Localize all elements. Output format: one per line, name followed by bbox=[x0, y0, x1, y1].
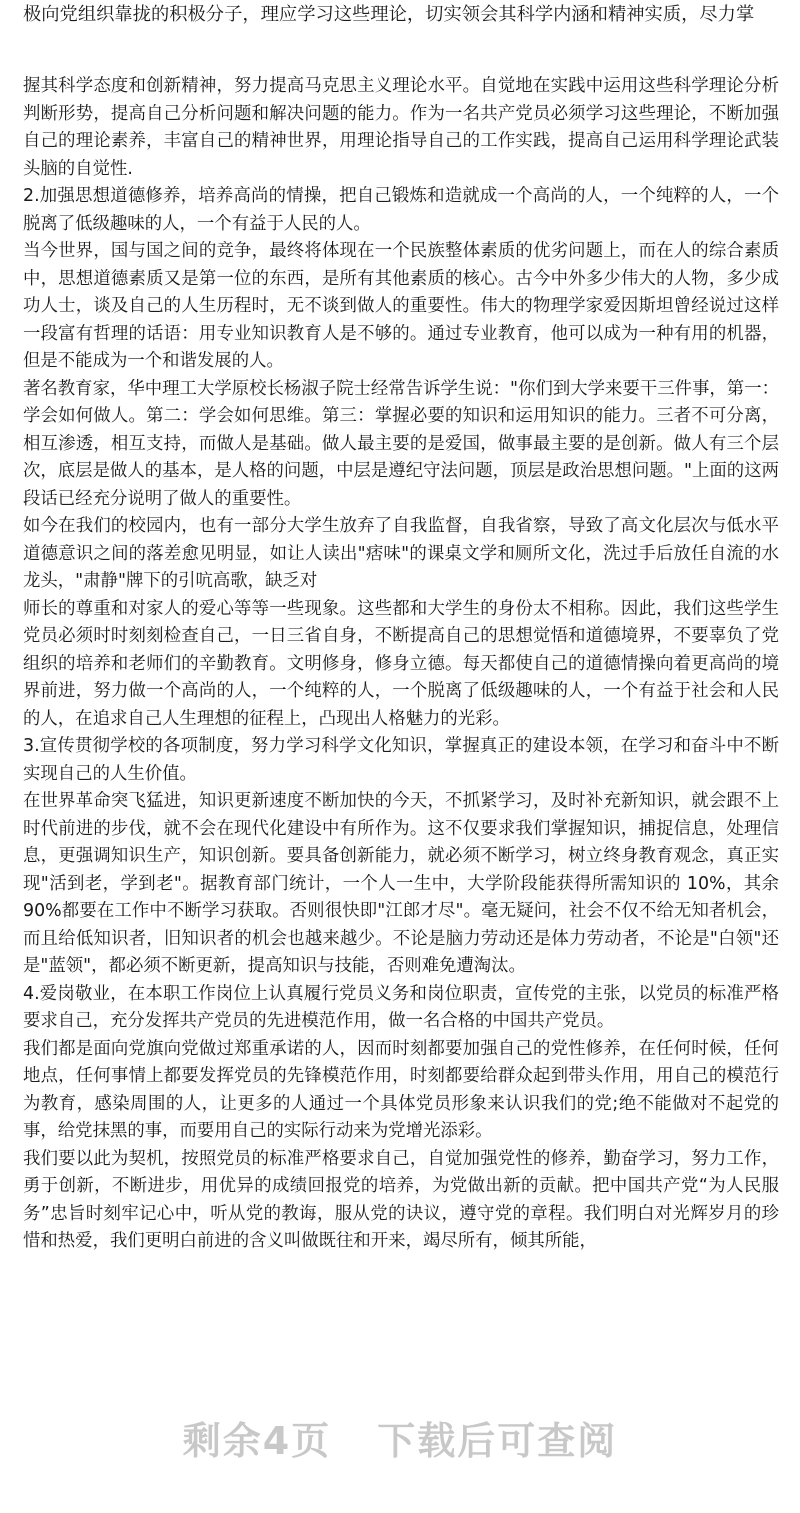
paragraph: 师长的尊重和对家人的爱心等等一些现象。这些都和大学生的身份太不相称。因此，我们这些学生党员必须时时刻刻检查自己，一日三省自身，不断提高自己的思想觉悟和道德境界，不要辜负了党组织的培养和老师们的辛勤教育。文明修身，修身立德。每天都使自己的道德情操向着更高尚的境界前进，努力做一个高尚的人，一个纯粹的人，一个脱离了低级趣味的人，一个有益于社会和人民的人，在追求自己人生理想的征程上，凸现出人格魅力的光彩。 bbox=[23, 598, 779, 729]
paragraph: 著名教育家，华中理工大学原校长杨淑子院士经常告诉学生说："你们到大学来要干三件事，第一：学会如何做人。第二：学会如何思维。第三：掌握必要的知识和运用知识的能力。三者不可分离，相互渗透，相互支持，而做人是基础。做人最主要的是爱国，做事最主要的是创新。做人有三个层次，底层是做人的基本，是人格的问题，中层是遵纪守法问题，顶层是政治思想问题。"上面的这两段话已经充分说明了做人的重要性。 bbox=[23, 378, 779, 509]
paragraph: 在世界革命突飞猛进，知识更新速度不断加快的今天，不抓紧学习，及时补充新知识，就会跟不上时代前进的步伐，就不会在现代化建设中有所作为。这不仅要求我们掌握知识，捕捉信息，处理信息，更强调知识生产，知识创新。要具备创新能力，就必须不断学习，树立终身教育观念，真正实现"活到老，学到老"。据教育部门统计，一个人一生中，大学阶段能获得所需知识的 10%，其余 90%都要在工作中不断学习获取。否则很快即"江郎才尽"。毫无疑问，社会不仅不给无知者机会，而且给低知识者，旧知识者的机会也越来越少。不论是脑力劳动还是体力劳动者，不论是"白领"还是"蓝领"，都必须不断更新，提高知识与技能，否则难免遭淘汰。 bbox=[23, 791, 779, 976]
paragraph: 如今在我们的校园内，也有一部分大学生放弃了自我监督，自我省察，导致了高文化层次与低水平道德意识之间的落差愈见明显，如让人读出"痞味"的课桌文学和厕所文化，洗过手后放任自流的水龙头，"肃静"牌下的引吭高歌，缺乏对 bbox=[23, 516, 779, 591]
paragraph: 3.宣传贯彻学校的各项制度，努力学习科学文化知识，掌握真正的建设本领，在学习和奋斗中不断实现自己的人生价值。 bbox=[23, 736, 779, 784]
document-body bbox=[23, 73, 779, 1256]
remaining-pages-label: 剩余4页 bbox=[182, 1419, 332, 1463]
paragraph: 2.加强思想道德修养，培养高尚的情操，把自己锻炼和造就成一个高尚的人，一个纯粹的人，一个脱离了低级趣味的人，一个有益于人民的人。 bbox=[23, 186, 779, 234]
download-hint-label: 下载后可查阅 bbox=[377, 1419, 618, 1463]
paragraph: 当今世界，国与国之间的竞争，最终将体现在一个民族整体素质的优劣问题上，而在人的综合素质中，思想道德素质又是第一位的东西，是所有其他素质的核心。古今中外多少伟大的人物，多少成功人士，谈及自己的人生历程时，无不谈到做人的重要性。伟大的物理学家爱因斯坦曾经说过这样一段富有哲理的话语：用专业知识教育人是不够的。通过专业教育，他可以成为一种有用的机器，但是不能成为一个和谐发展的人。 bbox=[23, 241, 779, 371]
top-text-line: 极向党组织靠拢的积极分子，理应学习这些理论，切实领会其科学内涵和精神实质，尽力掌 bbox=[23, 4, 755, 25]
paragraph: 我们都是面向党旗向党做过郑重承诺的人，因而时刻都要加强自己的党性修养，在任何时候，任何地点，任何事情上都要发挥党员的先锋模范作用，时刻都要给群众起到带头作用，用自己的模范行为教育，感染周围的人，让更多的人通过一个具体党员形象来认识我们的党;绝不能做对不起党的事，给党抹黑的事，而要用自己的实际行动来为党增光添彩。 bbox=[23, 1038, 779, 1141]
paragraph: 我们要以此为契机，按照党员的标准严格要求自己，自觉加强党性的修养，勤奋学习，努力工作，勇于创新，不断进步，用优异的成绩回报党的培养，为党做出新的贡献。把中国共产党“为人民服务”忠旨时刻牢记心中，听从党的教诲，服从党的诀议，遵守党的章程。我们明白对光辉岁月的珍惜和热爱，我们更明白前进的含义叫做既往和开来，竭尽所有，倾其所能， bbox=[23, 1148, 779, 1251]
paragraph: 4.爱岗敬业，在本职工作岗位上认真履行党员义务和岗位职责，宣传党的主张，以党员的标准严格要求自己，充分发挥共产党员的先进模范作用，做一名合格的中国共产党员。 bbox=[23, 983, 779, 1031]
download-prompt-banner[interactable] bbox=[0, 1410, 800, 1465]
paragraph: 握其科学态度和创新精神，努力提高马克思主义理论水平。自觉地在实践中运用这些科学理论分析判断形势，提高自己分析问题和解决问题的能力。作为一名共产党员必须学习这些理论，不断加强自己的理论素养，丰富自己的精神世界，用理论指导自己的工作实践，提高自己运用科学理论武装头脑的自觉性. bbox=[23, 76, 779, 179]
